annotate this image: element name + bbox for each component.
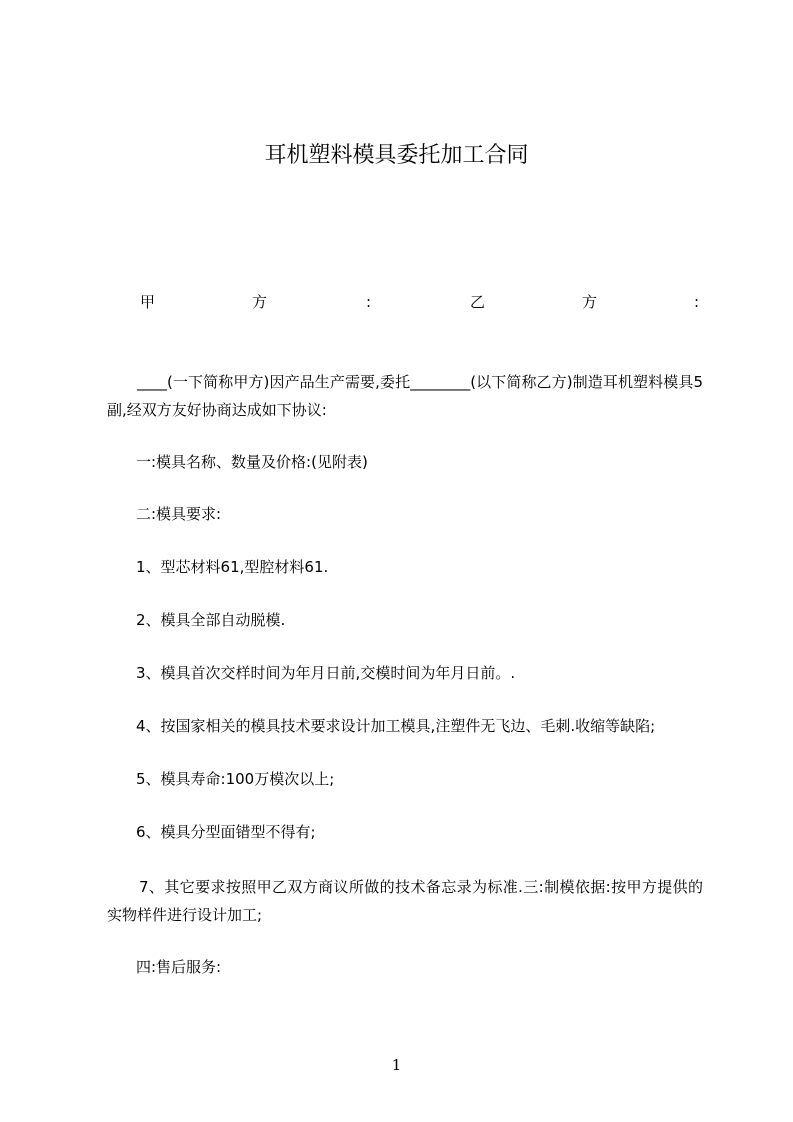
party-a-colon: :	[366, 293, 372, 311]
document-title: 耳机塑料模具委托加工合同	[264, 143, 529, 168]
party-b-suffix: 方	[582, 293, 598, 311]
party-a-suffix: 方	[252, 293, 268, 311]
requirement-item-2: 2、模具全部自动脱模.	[136, 611, 286, 629]
party-b-colon: :	[694, 293, 700, 311]
section-one-heading: 一:模具名称、数量及价格:(见附表)	[136, 453, 368, 471]
requirement-item-6: 6、模具分型面错型不得有;	[136, 823, 316, 841]
section-two-heading: 二:模具要求:	[136, 505, 222, 523]
party-b-label: 乙	[470, 293, 486, 311]
parties-line	[140, 290, 703, 314]
party-a-label: 甲	[140, 293, 156, 311]
section-four-heading: 四:售后服务:	[136, 958, 222, 976]
requirement-item-1: 1、型芯材料61,型腔材料61.	[136, 558, 329, 576]
requirement-item-4: 4、按国家相关的模具技术要求设计加工模具,注塑件无飞边、毛刺.收缩等缺陷;	[136, 717, 656, 735]
requirement-item-5: 5、模具寿命:100万模次以上;	[136, 770, 335, 788]
requirement-item-3: 3、模具首次交样时间为年月日前,交模时间为年月日前。.	[136, 664, 516, 682]
requirement-item-7-and-section-three: 7、其它要求按照甲乙双方商议所做的技术备忘录为标准.三:制模依据:按甲方提供的实物样件进行设计加工;	[107, 878, 703, 924]
intro-paragraph: ____(一下简称甲方)因产品生产需要,委托________(以下简称乙方)制造耳机塑料模具5副,经双方友好协商达成如下协议:	[107, 373, 703, 419]
page-number: 1	[391, 1056, 402, 1074]
